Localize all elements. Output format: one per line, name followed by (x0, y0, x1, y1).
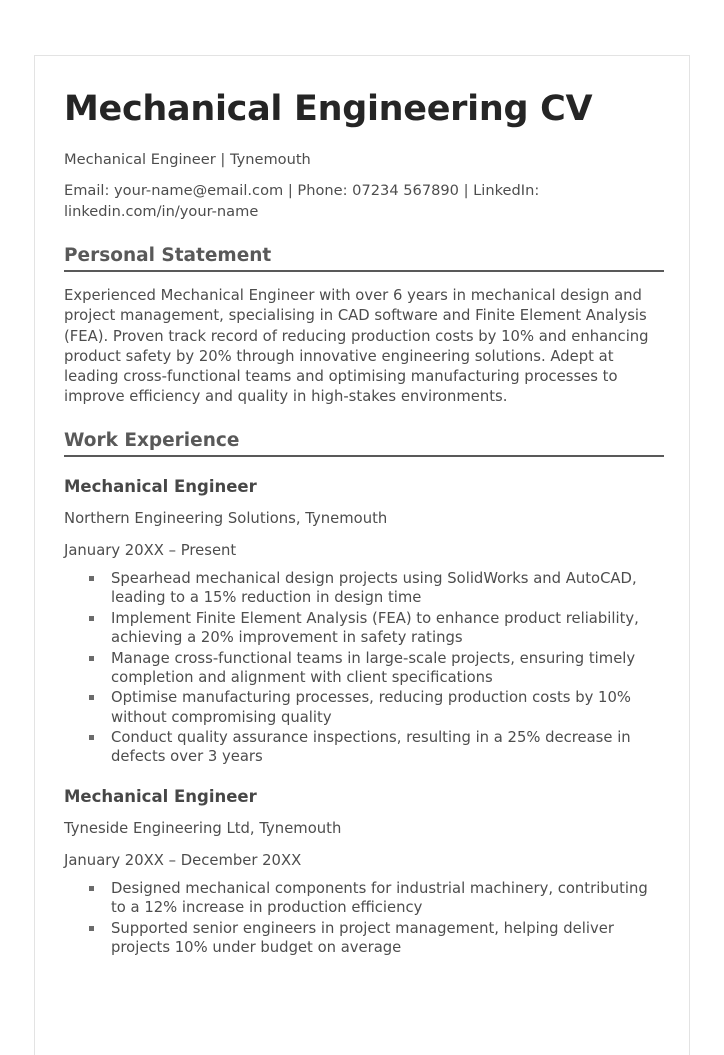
personal-statement-body: Experienced Mechanical Engineer with over 6 years in mechanical design and project management, specialising in CAD software and Finite Element Analysis (FEA). Proven track record of reducing production costs by 10% and enhancing product safety by 20% through innovative engineering solutions. Adept at leading cross-functional teams and optimising manufacturing processes to improve efficiency and quality in high-stakes environments. (64, 287, 649, 405)
list-item-text: Manage cross-functional teams in large-scale projects, ensuring timely completion and alignment with client specifications (111, 649, 636, 686)
job-employer: Tyneside Engineering Ltd, Tynemouth (64, 819, 342, 837)
job-title: Mechanical Engineer (64, 477, 257, 497)
list-item-text: Implement Finite Element Analysis (FEA) to enhance product reliability, achieving a 20% improvement in safety ratings (111, 609, 639, 647)
job-entry (64, 787, 662, 958)
square-bullet-icon (89, 886, 94, 891)
square-bullet-icon (89, 576, 94, 581)
section-divider (64, 270, 664, 272)
section-heading-work-experience: Work Experience (64, 429, 240, 451)
job-entry (64, 477, 662, 767)
cv-page (34, 55, 690, 1055)
list-item-text: Optimise manufacturing processes, reducing production costs by 10% without compromising quality (111, 689, 631, 726)
list-item (64, 728, 662, 767)
job-dates: January 20XX – Present (64, 542, 237, 559)
list-item-text: Designed mechanical components for industrial machinery, contributing to a 12% increase in production efficiency (111, 879, 648, 917)
list-item (64, 688, 662, 727)
section-personal-statement (64, 244, 662, 407)
list-item-text: Supported senior engineers in project management, helping deliver projects 10% under budget on average (111, 919, 614, 956)
contact-details: Email: your-name@email.com | Phone: 07234 567890 | LinkedIn: linkedin.com/in/your-name (64, 182, 540, 221)
list-item (64, 879, 662, 918)
square-bullet-icon (89, 656, 94, 661)
list-item-text: Spearhead mechanical design projects using SolidWorks and AutoCAD, leading to a 15% reduction in design time (111, 570, 637, 607)
cv-content (35, 56, 689, 957)
job-employer: Northern Engineering Solutions, Tynemouth (64, 509, 388, 527)
job-responsibility-list (64, 879, 662, 958)
list-item-text: Conduct quality assurance inspections, resulting in a 25% decrease in defects over 3 years (111, 729, 631, 766)
section-divider (64, 455, 664, 457)
square-bullet-icon (89, 926, 94, 931)
square-bullet-icon (89, 735, 94, 740)
list-item (64, 649, 662, 688)
square-bullet-icon (89, 616, 94, 621)
job-title: Mechanical Engineer (64, 786, 257, 806)
list-item (64, 609, 662, 648)
page-title: Mechanical Engineering CV (64, 89, 593, 129)
list-item (64, 919, 662, 958)
job-dates: January 20XX – December 20XX (64, 851, 302, 869)
square-bullet-icon (89, 695, 94, 700)
subtitle-role-location: Mechanical Engineer | Tynemouth (64, 151, 311, 169)
section-heading-personal-statement: Personal Statement (64, 245, 272, 267)
list-item (64, 569, 662, 608)
section-work-experience (64, 429, 662, 957)
job-responsibility-list (64, 569, 662, 767)
